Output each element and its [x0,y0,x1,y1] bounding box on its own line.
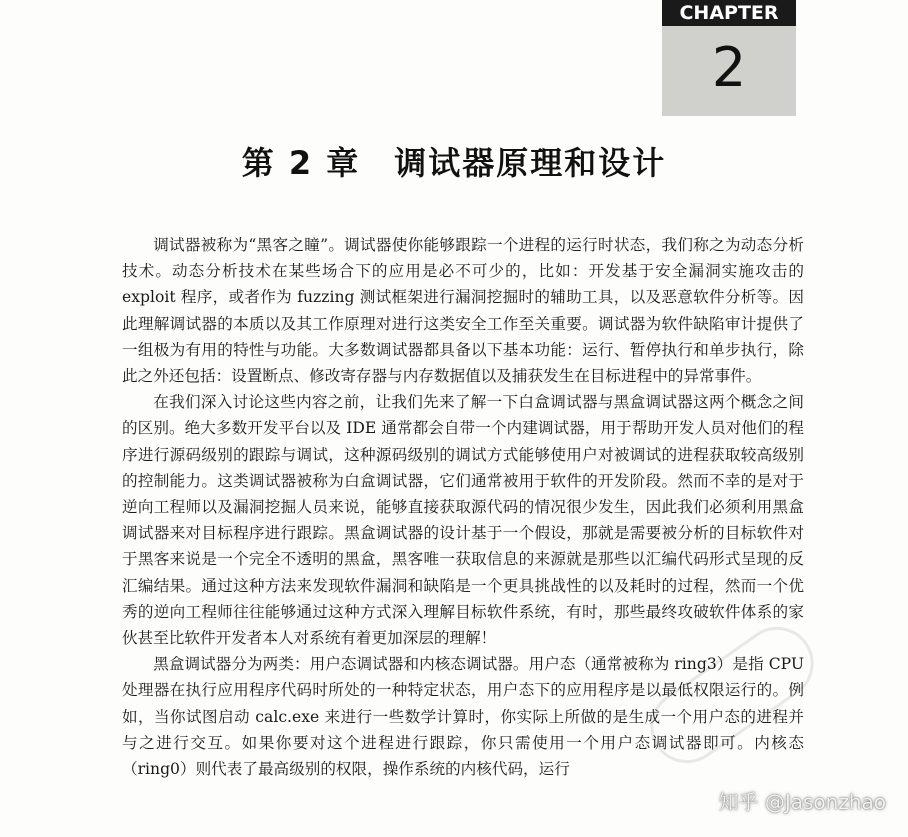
chapter-label: CHAPTER [662,0,796,26]
chapter-title: 第 2 章 调试器原理和设计 [241,144,667,182]
chapter-number: 2 [711,36,747,99]
paragraph: 黑盒调试器分为两类：用户态调试器和内核态调试器。用户态（通常被称为 ring3）是指 CPU 处理器在执行应用程序代码时所处的一种特定状态，用户态下的应用程序是以最低权限运行的。例如，当你试图启动 calc.exe 来进行一些数学计算时，你实际上所做的是生成一个用户态的进程并与之进行交互。如果你要对这个进程进行跟踪，你只需使用一个用户态调试器即可。内核态（ring0）则代表了最高级别的权限，操作系统的内核代码，运行 [122,655,804,779]
chapter-badge [662,0,796,116]
paragraph: 调试器被称为“黑客之瞳”。调试器使你能够跟踪一个进程的运行时状态，我们称之为动态分析技术。动态分析技术在某些场合下的应用是必不可少的，比如：开发基于安全漏洞实施攻击的 exploit 程序，或者作为 fuzzing 测试框架进行漏洞挖掘时的辅助工具，以及恶意软件分析等。因此理解调试器的本质以及其工作原理对进行这类安全工作至关重要。调试器为软件缺陷审计提供了一组极为有用的特性与功能。大多数调试器都具备以下基本功能：运行、暂停执行和单步执行，除此之外还包括：设置断点、修改寄存器与内存数据值以及捕获发生在目标进程中的异常事件。 [122,236,804,386]
paragraph: 在我们深入讨论这些内容之前，让我们先来了解一下白盒调试器与黑盒调试器这两个概念之间的区别。绝大多数开发平台以及 IDE 通常都会自带一个内建调试器，用于帮助开发人员对他们的程序进行源码级别的跟踪与调试，这种源码级别的调试方式能够使用户对被调试的进程获取较高级别的控制能力。这类调试器被称为白盒调试器，它们通常被用于软件的开发阶段。然而不幸的是对于逆向工程师以及漏洞挖掘人员来说，能够直接获取源代码的情况很少发生，因此我们必须利用黑盒调试器来对目标程序进行跟踪。黑盒调试器的设计基于一个假设，那就是需要被分析的目标软件对于黑客来说是一个完全不透明的黑盒，黑客唯一获取信息的来源就是那些以汇编代码形式呈现的反汇编结果。通过这种方法来发现软件漏洞和缺陷是一个更具挑战性的以及耗时的过程，然而一个优秀的逆向工程师往往能够通过这种方式深入理解目标软件系统，有时，那些最终攻破软件体系的家伙甚至比软件开发者本人对系统有着更加深层的理解！ [122,393,804,648]
body-text [122,232,804,782]
zhihu-watermark: 知乎 @Jasonzhao [718,790,886,814]
